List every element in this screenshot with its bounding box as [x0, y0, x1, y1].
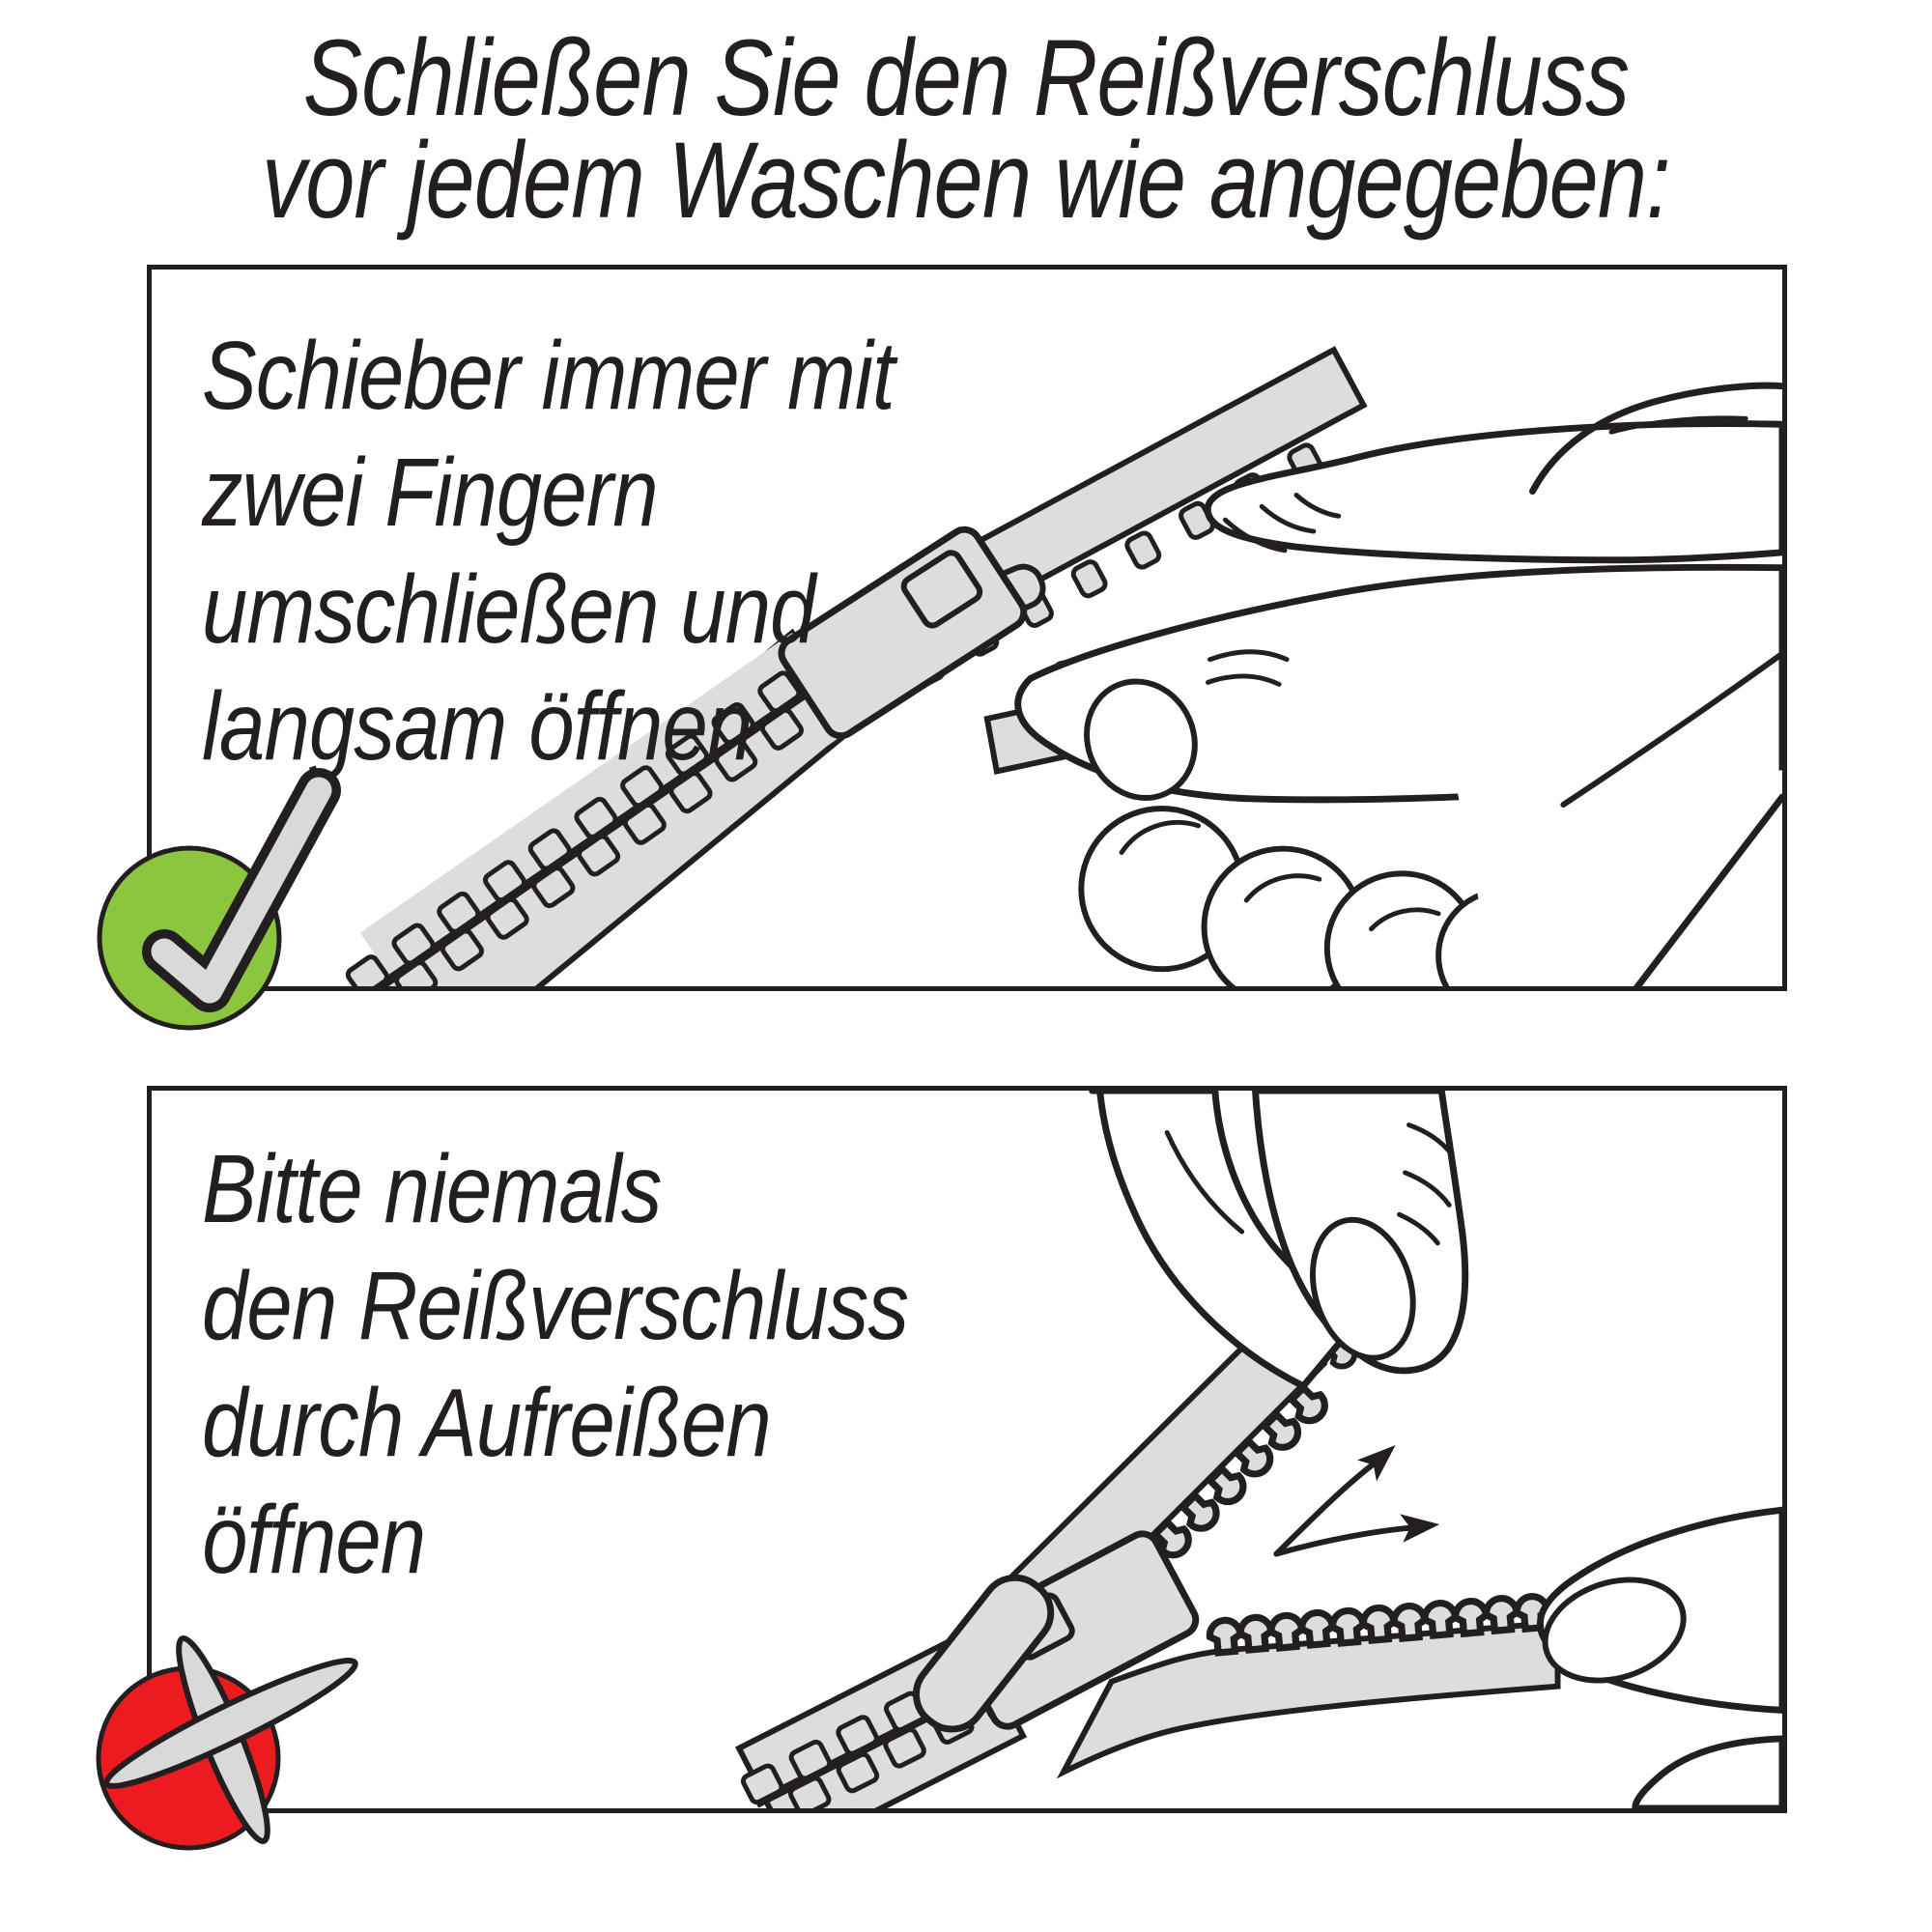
caption-line: umschließen und [202, 555, 815, 664]
tear-direction-arrows-icon [1276, 1435, 1440, 1553]
caption-line: durch Aufreißen [202, 1369, 771, 1477]
caption-line: den Reißverschluss [202, 1252, 909, 1360]
title-line-1: Schließen Sie den Reißverschluss [302, 17, 1630, 138]
curled-fingers [1081, 770, 1782, 986]
caption-line: öffnen [202, 1486, 426, 1594]
right-thumb-pressing-tape [1532, 1510, 1782, 1808]
caption-line: langsam öffnen [202, 672, 753, 781]
panel-wrong [147, 1086, 1787, 1813]
caption-correct [202, 318, 895, 785]
lower-finger [1635, 1739, 1782, 1808]
panel-correct [147, 265, 1787, 991]
caption-line: zwei Fingern [202, 439, 658, 547]
caption-line: Bitte niemals [202, 1135, 662, 1243]
check-icon [58, 761, 348, 1051]
top-hand-pulling-tape [1093, 1091, 1465, 1386]
cross-icon [53, 1589, 382, 1918]
caption-wrong [202, 1131, 908, 1599]
caption-line: Schieber immer mit [202, 322, 895, 430]
page-title [174, 17, 1758, 242]
title-line-2: vor jedem Waschen wie angegeben: [262, 120, 1670, 242]
